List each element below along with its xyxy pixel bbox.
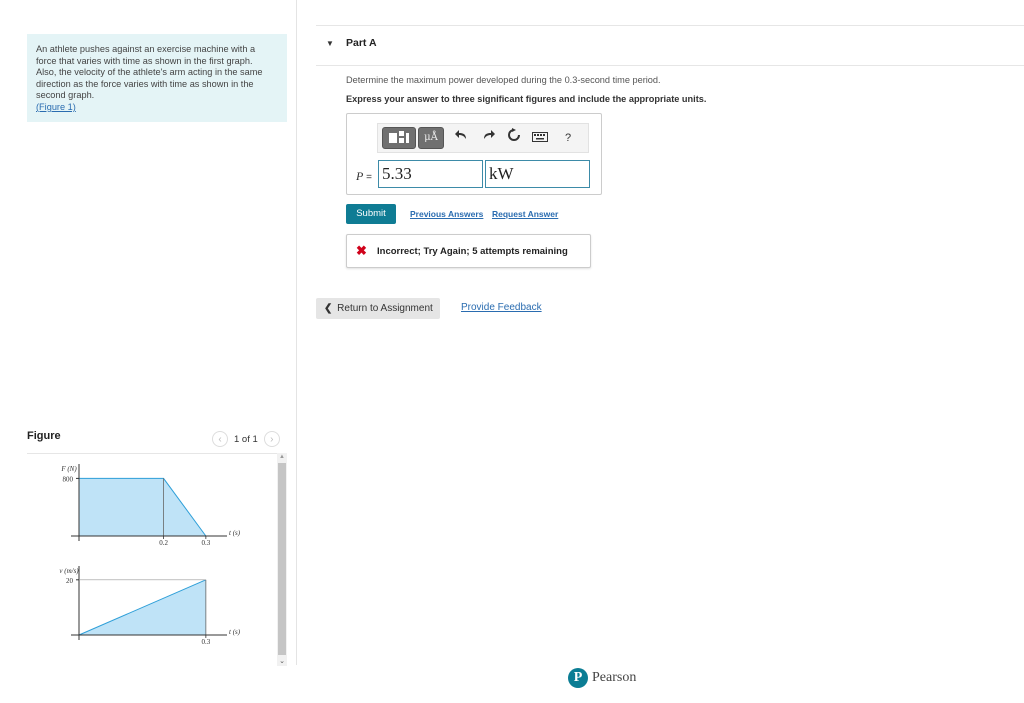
chevron-left-icon[interactable]: ‹ [212, 431, 228, 447]
figure-pager [212, 430, 280, 448]
force-graph [60, 464, 240, 547]
feedback-text: Incorrect; Try Again; 5 attempts remaining [377, 246, 568, 257]
figure-count: 1 of 1 [234, 433, 258, 445]
instruction-text: Express your answer to three significant figures and include the appropriate units. [346, 94, 707, 104]
x-icon: ✖ [356, 243, 367, 258]
figure-link[interactable]: (Figure 1) [36, 101, 76, 112]
velocity-y-axis-label: v (m/s) [59, 567, 79, 575]
answer-value-input[interactable]: 5.33 [378, 160, 483, 188]
chevron-left-icon: ❮ [324, 303, 333, 314]
math-toolbar [377, 123, 589, 153]
problem-line: An athlete pushes against an exercise machine with a [36, 44, 256, 54]
feedback-message [346, 234, 591, 268]
templates-icon[interactable] [382, 127, 416, 149]
scroll-thumb[interactable] [278, 463, 286, 655]
provide-feedback-link[interactable]: Provide Feedback [461, 302, 542, 313]
problem-line: Also, the velocity of the athlete's arm acting in the same [36, 67, 263, 78]
variable-symbol: P [356, 169, 364, 183]
figure-title: Figure [27, 430, 61, 442]
answer-panel [346, 113, 602, 195]
problem-statement [27, 34, 287, 122]
part-header[interactable] [316, 25, 1024, 66]
force-x-tick-label: 0.3 [201, 539, 211, 547]
pearson-brand [568, 668, 636, 688]
equals-sign: = [366, 172, 372, 183]
velocity-x-tick-label: 0.3 [201, 638, 211, 646]
previous-answers-link[interactable]: Previous Answers [410, 209, 484, 219]
problem-line: direction as the force varies with time as shown in the [36, 78, 254, 89]
velocity-y-tick-label: 20 [66, 576, 73, 585]
column-divider [296, 0, 297, 665]
pearson-logo-icon: P [568, 668, 588, 688]
problem-line: second graph. [36, 90, 95, 101]
redo-icon[interactable] [478, 128, 498, 148]
undo-icon[interactable] [452, 128, 472, 148]
figure-divider [27, 453, 277, 454]
figure-graphs [27, 456, 277, 666]
figure-scrollbar[interactable] [277, 453, 287, 666]
request-answer-link[interactable]: Request Answer [492, 209, 559, 219]
reset-icon[interactable] [504, 128, 524, 148]
force-area [79, 478, 206, 536]
answer-label [356, 169, 372, 184]
answer-units-input[interactable]: kW [485, 160, 590, 188]
pearson-name: Pearson [592, 670, 637, 685]
return-label: Return to Assignment [337, 303, 433, 314]
velocity-graph [59, 566, 240, 646]
caret-down-icon[interactable]: ▼ [326, 39, 334, 48]
units-button[interactable]: μÅ [418, 127, 444, 149]
force-y-axis-label: F (N) [61, 465, 77, 473]
question-text: Determine the maximum power developed during the 0.3-second time period. [346, 75, 661, 85]
help-button[interactable]: ? [564, 132, 572, 144]
submit-button[interactable]: Submit [346, 204, 396, 224]
problem-line: force that varies with time as shown in the first graph. [36, 55, 253, 66]
keyboard-icon[interactable] [530, 128, 550, 148]
force-y-tick-label: 800 [62, 475, 73, 484]
chevron-right-icon[interactable]: › [264, 431, 280, 447]
scroll-up-icon[interactable]: ▲ [279, 454, 285, 460]
part-title: Part A [346, 37, 377, 49]
scroll-down-icon[interactable]: ⌄ [279, 658, 285, 665]
force-x-tick-label: 0.2 [159, 539, 168, 547]
velocity-x-axis-label: t (s) [229, 628, 241, 636]
force-x-axis-label: t (s) [229, 529, 241, 537]
return-to-assignment-button[interactable] [316, 298, 440, 319]
